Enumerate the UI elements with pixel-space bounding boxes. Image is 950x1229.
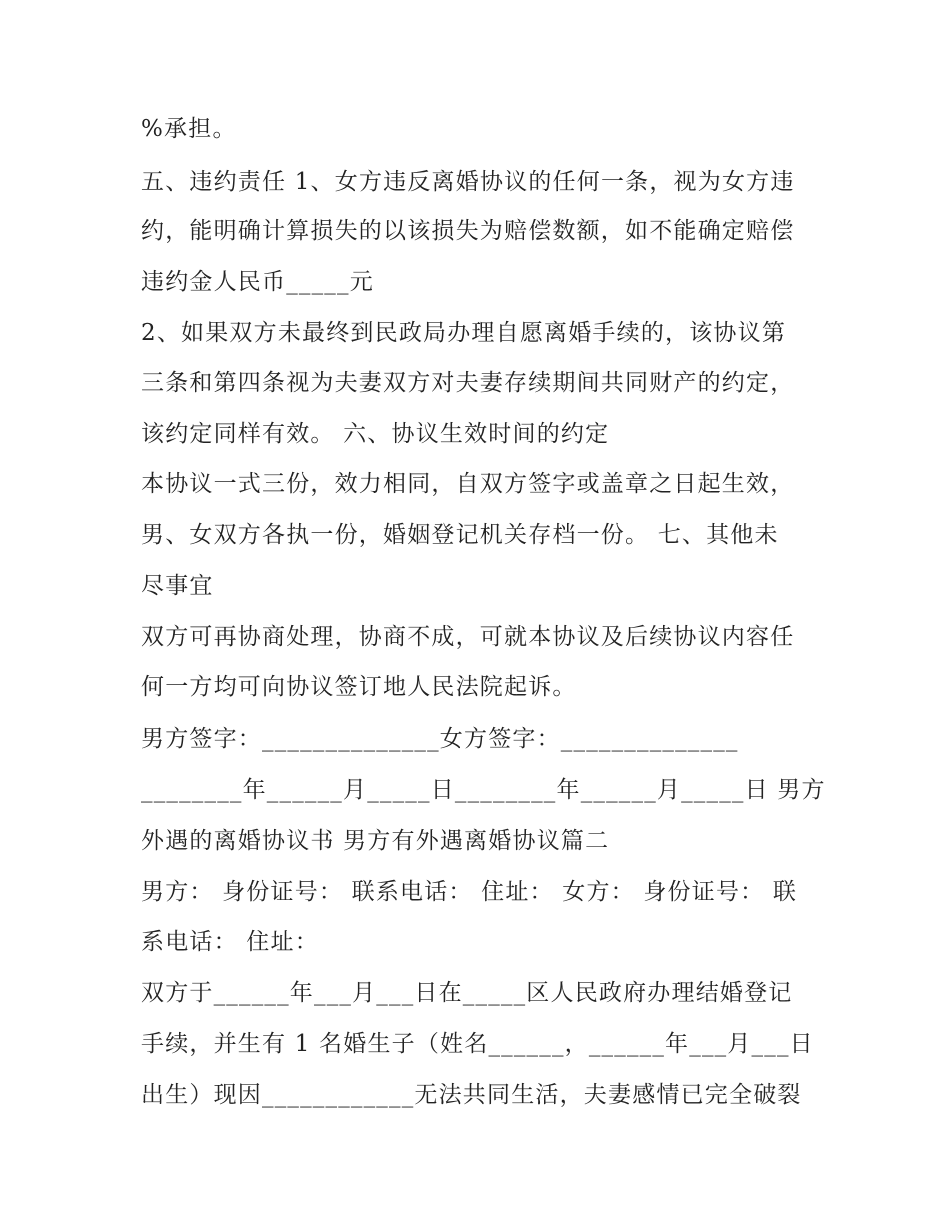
text-line: 手续，并生有 1 名婚生子（姓名______，______年___月___日	[141, 1031, 814, 1057]
text-line: 五、违约责任 1、女方违反离婚协议的任何一条，视为女方违	[141, 169, 795, 195]
text-line: 约，能明确计算损失的以该损失为赔偿数额，如不能确定赔偿	[141, 218, 795, 244]
text-line: 男方： 身份证号： 联系电话： 住址： 女方： 身份证号： 联	[141, 879, 798, 905]
text-line: 尽事宜	[141, 573, 214, 599]
text-line: 双方可再协商处理，协商不成，可就本协议及后续协议内容任	[141, 624, 795, 650]
text-line: 本协议一式三份，效力相同，自双方签字或盖章之日起生效，	[141, 471, 795, 497]
text-line: 男、女双方各执一份，婚姻登记机关存档一份。 七、其他未	[141, 522, 779, 548]
text-line: 双方于______年___月___日在_____区人民政府办理结婚登记	[141, 980, 793, 1006]
text-line: 出生）现因____________无法共同生活，夫妻感情已完全破裂	[141, 1082, 802, 1108]
text-line: 外遇的离婚协议书 男方有外遇离婚协议篇二	[141, 828, 610, 854]
text-line: %承担。	[141, 116, 237, 142]
text-line: 该约定同样有效。 六、协议生效时间的约定	[141, 421, 610, 447]
text-line: 系电话： 住址：	[141, 929, 319, 955]
text-line: 何一方均可向协议签订地人民法院起诉。	[141, 674, 577, 700]
text-line: 三条和第四条视为夫妻双方对夫妻存续期间共同财产的约定，	[141, 370, 795, 396]
date-line: ________年______月_____日________年______月_____日 男方	[141, 777, 826, 803]
signature-line: 男方签字：______________女方签字：______________	[141, 726, 739, 752]
text-line: 2、如果双方未最终到民政局办理自愿离婚手续的，该协议第	[141, 320, 787, 346]
text-line: 违约金人民币_____元	[141, 269, 374, 295]
